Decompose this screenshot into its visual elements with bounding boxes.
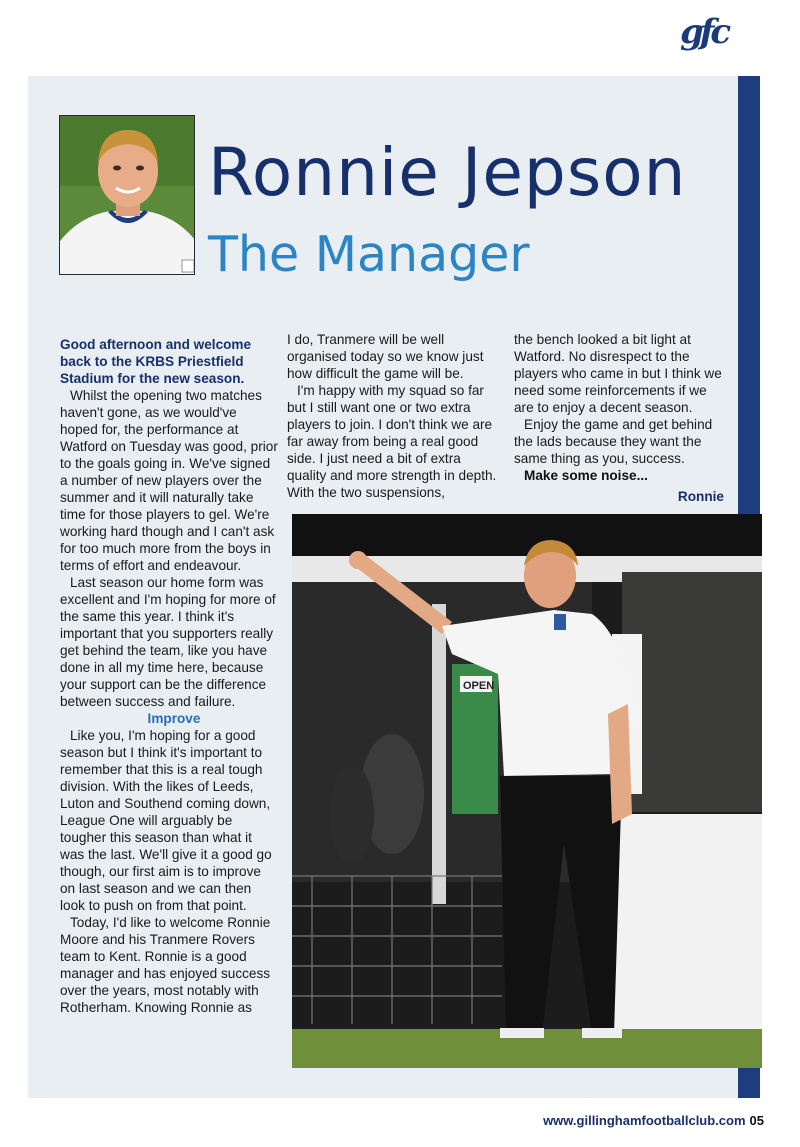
article-column-1: [60, 336, 278, 1016]
open-sign-text: OPEN: [463, 680, 495, 692]
club-logo: gfc: [680, 12, 728, 52]
article-column-2: [287, 331, 497, 501]
signature: Ronnie: [677, 489, 724, 504]
body-paragraph: I do, Tranmere will be well organised today so we know just how difficult the game will be.: [287, 332, 484, 381]
section-subhead: Improve: [147, 711, 201, 726]
signoff-line: Make some noise...: [524, 468, 648, 483]
lead-paragraph: Good afternoon and welcome back to the KRBS Priestfield Stadium for the new season.: [60, 337, 252, 386]
body-paragraph: Enjoy the game and get behind the lads because they want the same thing as you, success.: [514, 417, 713, 466]
body-paragraph: I'm happy with my squad so far but I still want one or two extra players to join. I don't think we are far away from being a real good side. I just need a bit of extra quality and more strength in depth. With the two suspensions,: [287, 383, 497, 500]
website-link[interactable]: www.gillinghamfootballclub.com: [543, 1113, 746, 1128]
portrait-image: [60, 116, 195, 275]
body-paragraph: Whilst the opening two matches haven't gone, as we would've hoped for, the performance at Watford on Tuesday was good, prior to the goals going in. We've signed a number of new players over the summer and it will naturally take time for those players to gel. We're working hard though and I can't ask for too much more from the boys in terms of effort and endeavour.: [60, 388, 278, 573]
manager-portrait: [59, 115, 195, 275]
article-column-3: [514, 331, 724, 505]
body-paragraph: Last season our home form was excellent and I'm hoping for more of the same this year. I think it's important that you supporters really get behind the team, like you have done in all my time here, because your support can be the difference between success and failure.: [60, 575, 276, 709]
body-paragraph: Today, I'd like to welcome Ronnie Moore and his Tranmere Rovers team to Kent. Ronnie is a good manager and has enjoyed success over the years, most notably with Rotherham. Knowing Ronnie as: [60, 915, 271, 1015]
manager-pointing-image: [292, 514, 762, 1068]
body-paragraph: Like you, I'm hoping for a good season but I think it's important to remember that this is a real tough division. With the likes of Leeds, Luton and Southend coming down, League One will arguably be tougher this season than what it was the last. We'll give it a good go though, our first aim is to improve on last season and we can then look to push on from that point.: [60, 728, 272, 913]
headline-role: The Manager: [208, 226, 530, 283]
touchline-photo: [292, 514, 762, 1068]
headline-name: Ronnie Jepson: [208, 134, 687, 211]
body-paragraph: the bench looked a bit light at Watford. No disrespect to the players who came in but I think we need some reinforcements if we are to enjoy a decent season.: [514, 332, 722, 415]
page-footer: [543, 1113, 764, 1128]
page-number: 05: [749, 1113, 764, 1128]
